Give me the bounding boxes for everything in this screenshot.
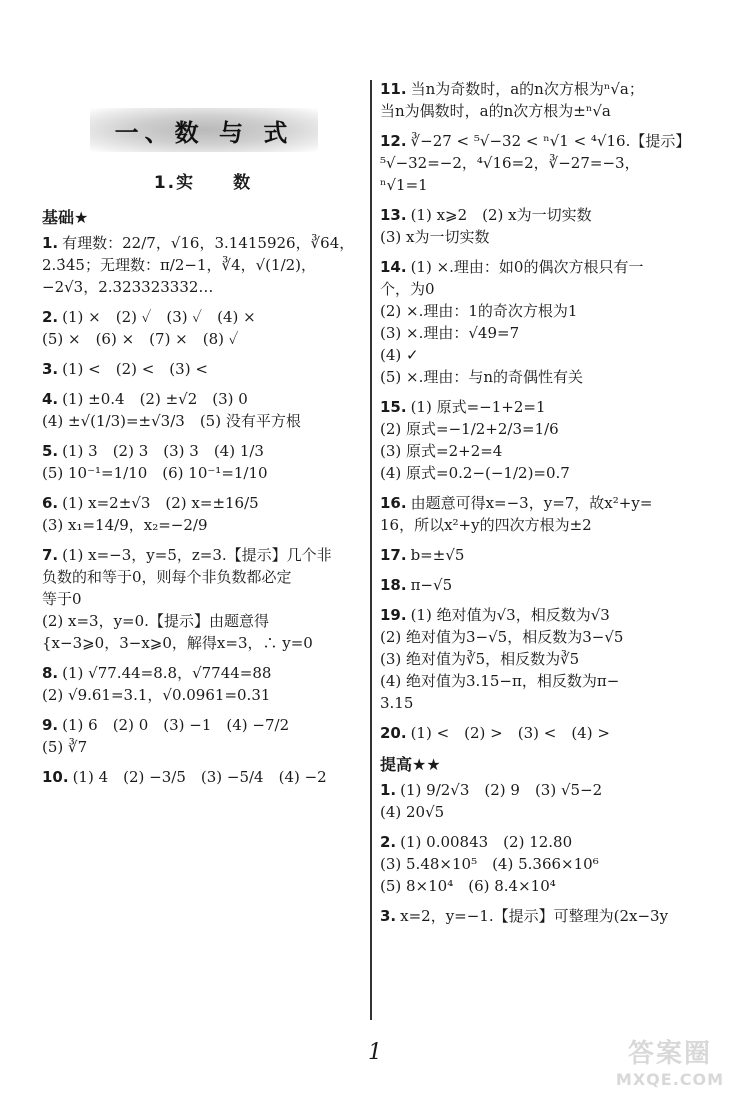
question-number: 5. xyxy=(42,442,59,460)
answer-line xyxy=(42,610,364,632)
answer-text: b=±√5 xyxy=(410,546,465,564)
answer-line xyxy=(42,410,364,432)
question-number: 1. xyxy=(42,234,59,252)
answer-line xyxy=(380,604,710,626)
answer-text: 负数的和等于0，则每个非负数都必定 xyxy=(42,568,292,586)
answer-line xyxy=(42,328,364,350)
answer-text: (1) ±0.4 (2) ±√2 (3) 0 xyxy=(62,390,248,408)
answer-item xyxy=(42,306,364,350)
answer-line xyxy=(380,875,710,897)
answer-text: (1) 4 (2) −3/5 (3) −5/4 (4) −2 xyxy=(72,768,327,786)
answer-item xyxy=(42,440,364,484)
answer-line xyxy=(380,514,710,536)
answer-line xyxy=(380,256,710,278)
left-answer-list xyxy=(42,232,364,788)
answer-text: (5) ∛7 xyxy=(42,738,88,756)
question-number: 6. xyxy=(42,494,59,512)
answer-item xyxy=(42,358,364,380)
answer-line xyxy=(42,632,364,654)
answer-line xyxy=(380,648,710,670)
answer-text: (1) < (2) > (3) < (4) > xyxy=(410,724,610,742)
answer-line xyxy=(42,492,364,514)
answer-text: (1) × (2) ✓ (3) ✓ (4) × xyxy=(62,308,256,326)
answer-text: 3.15 xyxy=(380,694,414,712)
question-number: 3. xyxy=(42,360,59,378)
answer-line xyxy=(380,130,710,152)
answer-text: (5) 10⁻¹=1/10 (6) 10⁻¹=1/10 xyxy=(42,464,268,482)
answer-text: 等于0 xyxy=(42,590,82,608)
answer-line xyxy=(380,152,710,174)
answer-text: (5) × (6) × (7) × (8) ✓ xyxy=(42,330,239,348)
question-number: 4. xyxy=(42,390,59,408)
level-improve-heading: 提高★★ xyxy=(380,755,441,774)
question-number: 2. xyxy=(42,308,59,326)
question-number: 15. xyxy=(380,398,407,416)
answer-line xyxy=(42,566,364,588)
answer-text: (2) 原式=−1/2+2/3=1/6 xyxy=(380,420,559,438)
answer-line xyxy=(380,366,710,388)
answer-text: x=2，y=−1.【提示】可整理为(2x−3y xyxy=(400,907,669,925)
answer-text: (4) 绝对值为3.15−π，相反数为π− xyxy=(380,672,620,690)
answer-item xyxy=(380,779,710,823)
answer-line xyxy=(42,276,364,298)
answer-item xyxy=(380,722,710,744)
answer-text: (3) x₁=14/9，x₂=−2/9 xyxy=(42,516,208,534)
answer-text: 当n为奇数时，a的n次方根为ⁿ√a； xyxy=(410,80,644,98)
answer-line xyxy=(42,306,364,328)
answer-line xyxy=(380,344,710,366)
answer-line xyxy=(380,418,710,440)
answer-text: (1) 6 (2) 0 (3) −1 (4) −7/2 xyxy=(62,716,290,734)
answer-item xyxy=(380,204,710,248)
answer-text: (4) 原式=0.2−(−1/2)=0.7 xyxy=(380,464,570,482)
answer-item xyxy=(42,662,364,706)
answer-line xyxy=(42,736,364,758)
answer-line xyxy=(380,722,710,744)
answer-line xyxy=(380,78,710,100)
answer-line xyxy=(42,544,364,566)
answer-line xyxy=(42,358,364,380)
answer-item xyxy=(380,492,710,536)
question-number: 1. xyxy=(380,781,397,799)
answer-item xyxy=(42,232,364,298)
answer-text: (3) 绝对值为∛5，相反数为∛5 xyxy=(380,650,580,668)
question-number: 10. xyxy=(42,768,69,786)
answer-text: (1) 9/2√3 (2) 9 (3) √5−2 xyxy=(400,781,603,799)
answer-line xyxy=(380,322,710,344)
answer-line xyxy=(42,232,364,254)
answer-text: (3) ×.理由：√49=7 xyxy=(380,324,520,342)
answer-text: (3) 5.48×10⁵ (4) 5.366×10⁶ xyxy=(380,855,599,873)
question-number: 8. xyxy=(42,664,59,682)
answer-line xyxy=(42,440,364,462)
answer-line xyxy=(380,300,710,322)
answer-text: 有理数：22/7，√16，3.1415926，∛64， xyxy=(62,234,355,252)
right-column xyxy=(380,78,710,935)
right-answer-list xyxy=(380,78,710,744)
answer-text: (3) 原式=2+2=4 xyxy=(380,442,503,460)
answer-item xyxy=(380,396,710,484)
column-divider xyxy=(370,80,372,1020)
answer-text: −2√3，2.323323332… xyxy=(42,278,214,296)
question-number: 11. xyxy=(380,80,407,98)
question-number: 16. xyxy=(380,494,407,512)
question-number: 3. xyxy=(380,907,397,925)
answer-text: 个，为0 xyxy=(380,280,435,298)
answer-line xyxy=(42,662,364,684)
answer-text: ∛−27 < ⁵√−32 < ⁿ√1 < ⁴√16.【提示】 xyxy=(410,132,691,150)
answer-line xyxy=(380,396,710,418)
answer-text: (4) ±√(1/3)=±√3/3 (5) 没有平方根 xyxy=(42,412,301,430)
answer-item xyxy=(380,544,710,566)
answer-text: {x−3⩾0，3−x⩾0，解得x=3，∴ y=0 xyxy=(42,634,313,652)
question-number: 7. xyxy=(42,546,59,564)
answer-text: (1) < (2) < (3) < xyxy=(62,360,208,378)
answer-line xyxy=(380,905,710,927)
answer-text: (1) 绝对值为√3，相反数为√3 xyxy=(410,606,610,624)
answer-line xyxy=(380,853,710,875)
answer-text: (2) √9.61=3.1，√0.0961=0.31 xyxy=(42,686,271,704)
answer-text: (2) ×.理由：1的奇次方根为1 xyxy=(380,302,578,320)
answer-text: ⁵√−32=−2，⁴√16=2，∛−27=−3， xyxy=(380,154,640,172)
answer-line xyxy=(42,714,364,736)
answer-line xyxy=(380,574,710,596)
answer-line xyxy=(42,766,364,788)
answer-line xyxy=(42,254,364,276)
answer-text: 当n为偶数时，a的n次方根为±ⁿ√a xyxy=(380,102,611,120)
answer-text: (5) 8×10⁴ (6) 8.4×10⁴ xyxy=(380,877,556,895)
answer-line xyxy=(380,174,710,196)
answer-item xyxy=(380,130,710,196)
answer-text: (1) x⩾2 (2) x为一切实数 xyxy=(410,206,592,224)
answer-text: (1) 原式=−1+2=1 xyxy=(410,398,546,416)
answer-text: (1) 0.00843 (2) 12.80 xyxy=(400,833,573,851)
answer-line xyxy=(380,278,710,300)
question-number: 19. xyxy=(380,606,407,624)
question-number: 2. xyxy=(380,833,397,851)
improve-answer-list xyxy=(380,779,710,927)
chapter-title: 一、数 与 式 xyxy=(114,118,294,147)
answer-line xyxy=(380,440,710,462)
question-number: 20. xyxy=(380,724,407,742)
question-number: 14. xyxy=(380,258,407,276)
answer-line xyxy=(380,801,710,823)
answer-text: (3) x为一切实数 xyxy=(380,228,490,246)
answer-text: (2) 绝对值为3−√5，相反数为3−√5 xyxy=(380,628,624,646)
answer-line xyxy=(42,514,364,536)
answer-line xyxy=(380,779,710,801)
answer-item xyxy=(380,574,710,596)
answer-line xyxy=(380,544,710,566)
answer-item xyxy=(380,905,710,927)
answer-text: π−√5 xyxy=(410,576,453,594)
answer-text: (1) ×.理由：如0的偶次方根只有一 xyxy=(410,258,644,276)
answer-text: (2) x=3，y=0.【提示】由题意得 xyxy=(42,612,269,630)
watermark-text: 答案圈 xyxy=(627,1039,712,1069)
question-number: 18. xyxy=(380,576,407,594)
answer-line xyxy=(380,492,710,514)
answer-line xyxy=(380,692,710,714)
answer-text: (4) ✓ xyxy=(380,346,419,364)
answer-item xyxy=(42,492,364,536)
question-number: 9. xyxy=(42,716,59,734)
answer-item xyxy=(380,831,710,897)
answer-item xyxy=(42,388,364,432)
answer-line xyxy=(42,684,364,706)
answer-text: (4) 20√5 xyxy=(380,803,445,821)
answer-text: (1) x=−3，y=5，z=3.【提示】几个非 xyxy=(62,546,332,564)
answer-item xyxy=(42,544,364,654)
answer-text: (1) √77.44=8.8，√7744=88 xyxy=(62,664,272,682)
answer-line xyxy=(380,670,710,692)
answer-text: ⁿ√1=1 xyxy=(380,176,428,194)
answer-item xyxy=(380,78,710,122)
watermark-url: MXQE.COM xyxy=(615,1070,725,1089)
answer-item xyxy=(42,766,364,788)
question-number: 13. xyxy=(380,206,407,224)
left-column xyxy=(42,100,364,796)
question-number: 12. xyxy=(380,132,407,150)
question-number: 17. xyxy=(380,546,407,564)
answer-text: (5) ×.理由：与n的奇偶性有关 xyxy=(380,368,584,386)
answer-text: 2.3̇4̇5；无理数：π/2−1，∛4，√(1/2)， xyxy=(42,256,317,274)
answer-line xyxy=(42,462,364,484)
answer-text: 由题意可得x=−3，y=7，故x²+y= xyxy=(410,494,653,512)
answer-line xyxy=(380,100,710,122)
answer-line xyxy=(380,626,710,648)
page-number: 1 xyxy=(368,1040,382,1065)
chapter-banner xyxy=(90,108,318,152)
answer-line xyxy=(380,831,710,853)
answer-line xyxy=(380,204,710,226)
answer-item xyxy=(380,604,710,714)
answer-text: 16，所以x²+y的四次方根为±2 xyxy=(380,516,592,534)
level-basic-heading: 基础★ xyxy=(42,208,89,227)
section-title: 1.实 数 xyxy=(153,173,253,193)
answer-item xyxy=(42,714,364,758)
watermark-logo xyxy=(600,1033,740,1093)
answer-line xyxy=(380,462,710,484)
answer-item xyxy=(380,256,710,388)
answer-text: (1) x=2±√3 (2) x=±16/5 xyxy=(62,494,259,512)
answer-text: (1) 3 (2) 3 (3) 3 (4) 1/3 xyxy=(62,442,264,460)
answer-line xyxy=(42,588,364,610)
answer-line xyxy=(380,226,710,248)
answer-line xyxy=(42,388,364,410)
